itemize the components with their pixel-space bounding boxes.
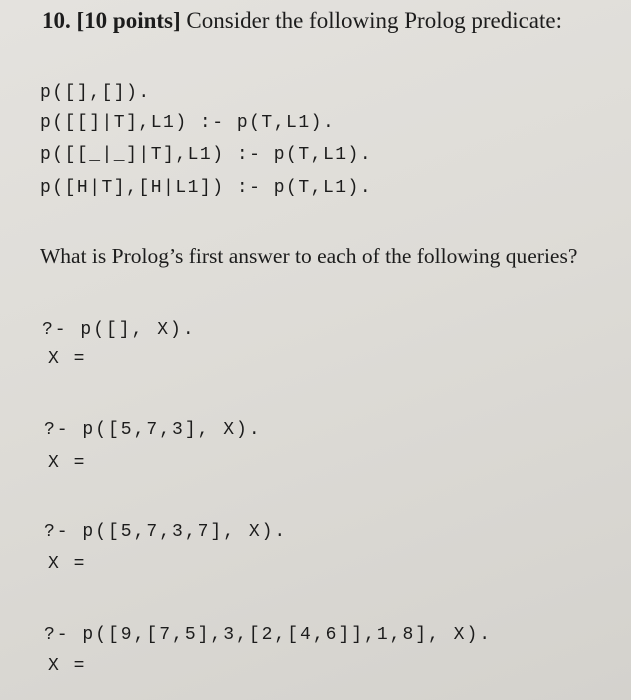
- answer-3: X =: [48, 554, 87, 574]
- answer-1: X =: [48, 349, 87, 369]
- answer-2: X =: [48, 453, 87, 473]
- question-prompt: Consider the following Prolog predicate:: [186, 8, 562, 33]
- question-header: [42, 6, 562, 36]
- question-number-points: 10. [10 points]: [42, 8, 181, 33]
- prolog-clause-1: p([],[]).: [40, 83, 151, 103]
- query-3: ?- p([5,7,3,7], X).: [44, 522, 288, 542]
- query-4: ?- p([9,[7,5],3,[2,[4,6]],1,8], X).: [44, 625, 493, 645]
- instruction-text: What is Prolog’s first answer to each of the following queries?: [40, 244, 578, 268]
- prolog-clause-2: p([[]|T],L1) :- p(T,L1).: [40, 113, 336, 133]
- prolog-clause-3: p([[_|_]|T],L1) :- p(T,L1).: [40, 145, 373, 165]
- query-2: ?- p([5,7,3], X).: [44, 420, 262, 440]
- query-1: ?- p([], X).: [42, 320, 196, 340]
- answer-4: X =: [48, 656, 87, 676]
- prolog-clause-4: p([H|T],[H|L1]) :- p(T,L1).: [40, 178, 373, 198]
